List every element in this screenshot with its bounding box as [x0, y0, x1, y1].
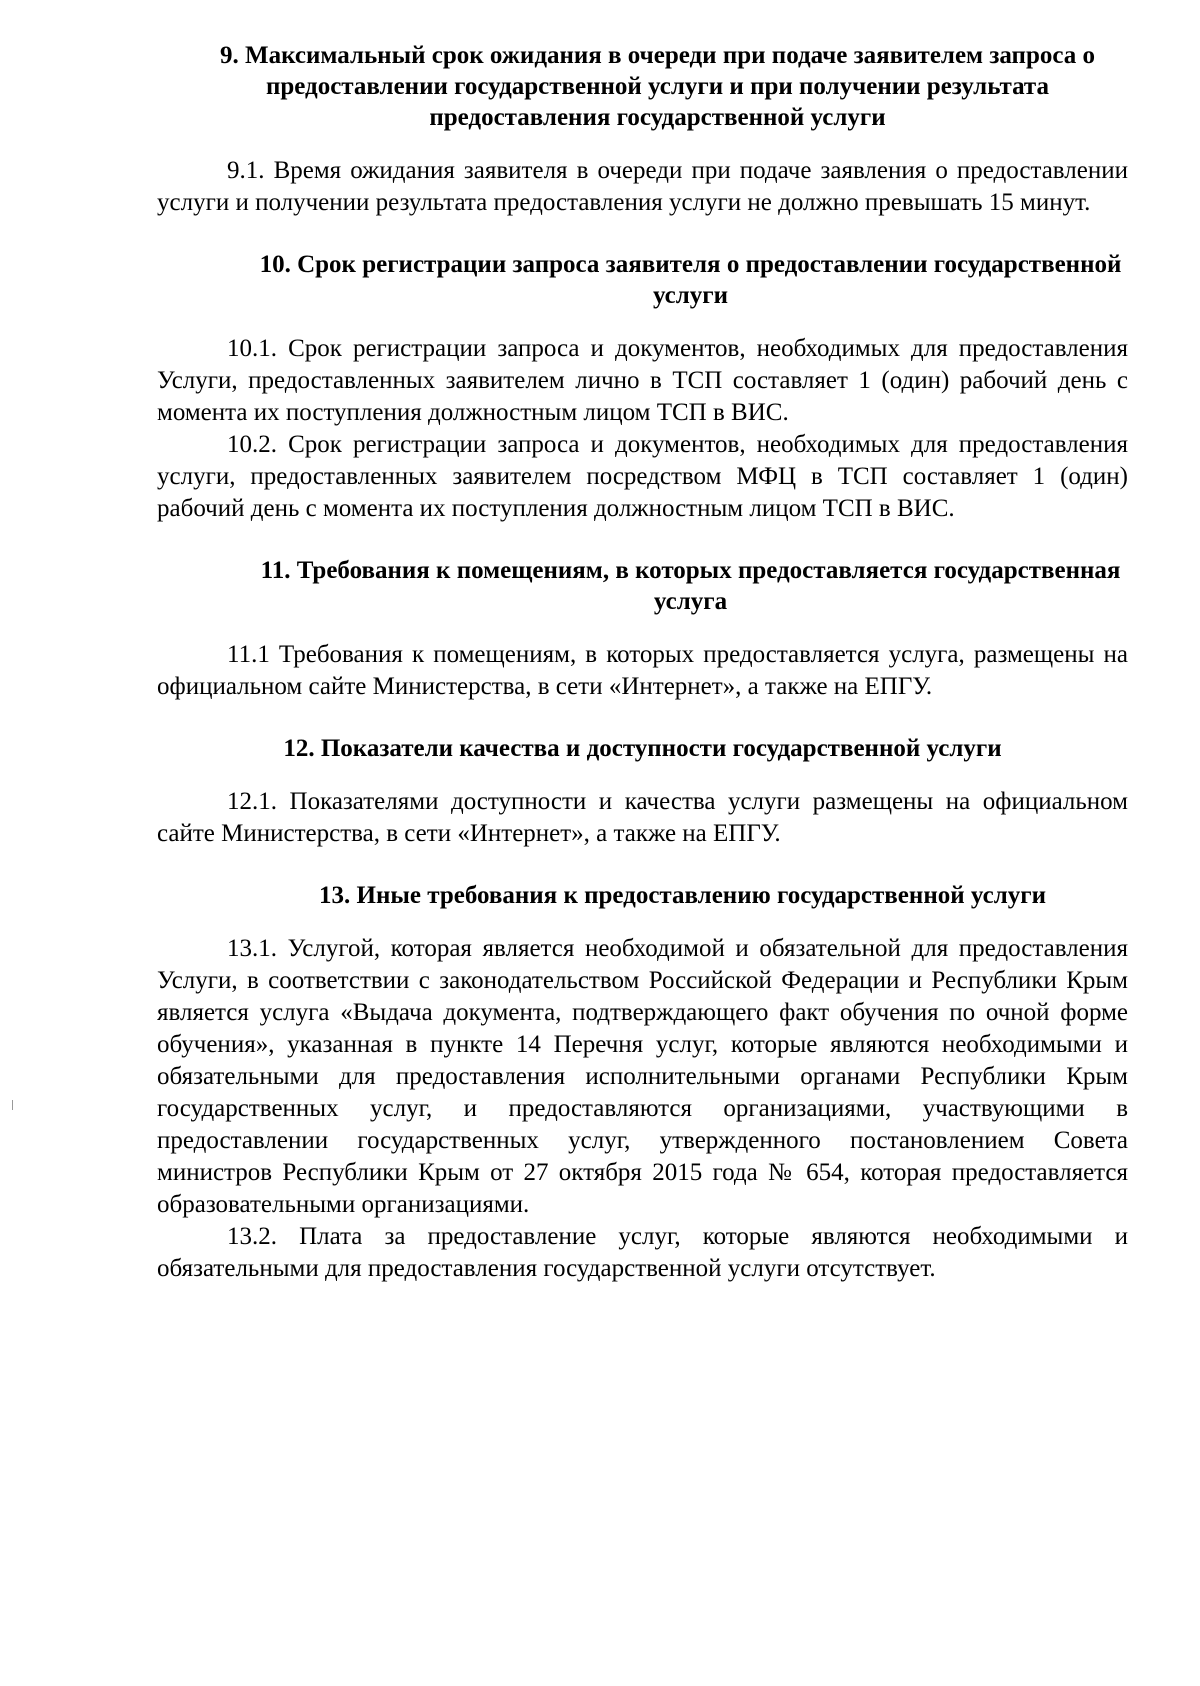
section-12 [157, 733, 1128, 850]
paragraph: 13.2. Плата за предоставление услуг, которые являются необходимыми и обязательными для предоставления государственной услуги отсутствует. [157, 1223, 1128, 1282]
section-9 [157, 40, 1128, 219]
section-heading: 10. Срок регистрации запроса заявителя о предоставлении государственной услуги [259, 251, 1122, 309]
section-heading: 9. Максимальный срок ожидания в очереди при подаче заявителем запроса о предоставлении государственной услуги и при получении результата предоставления государственной услуги [219, 42, 1095, 131]
paragraph: 10.1. Срок регистрации запроса и документов, необходимых для предоставления Услуги, предоставленных заявителем лично в ТСП составляет 1 (один) рабочий день с момента их поступления должностным лицом ТСП в ВИС. [157, 335, 1128, 426]
section-heading: 11. Требования к помещениям, в которых предоставляется государственная услуга [260, 557, 1121, 615]
section-10 [157, 249, 1128, 525]
section-11 [157, 555, 1128, 703]
document-body [157, 40, 1128, 1285]
scan-margin-mark [12, 1100, 13, 1110]
paragraph: 12.1. Показателями доступности и качества услуги размещены на официальном сайте Министерства, в сети «Интернет», а также на ЕПГУ. [157, 788, 1128, 847]
paragraph: 11.1 Требования к помещениям, в которых предоставляется услуга, размещены на официальном сайте Министерства, в сети «Интернет», а также на ЕПГУ. [157, 641, 1128, 700]
section-heading: 13. Иные требования к предоставлению государственной услуги [319, 882, 1046, 909]
section-13 [157, 880, 1128, 1285]
section-heading: 12. Показатели качества и доступности государственной услуги [283, 735, 1002, 762]
paragraph: 9.1. Время ожидания заявителя в очереди при подаче заявления о предоставлении услуги и получении результата предоставления услуги не должно превышать 15 минут. [157, 157, 1128, 216]
paragraph: 13.1. Услугой, которая является необходимой и обязательной для предоставления Услуги, в соответствии с законодательством Российской Федерации и Республики Крым является услуга «Выдача документа, подтверждающего факт обучения по очной форме обучения», указанная в пункте 14 Перечня услуг, которые являются необходимыми и обязательными для предоставления исполнительными органами Республики Крым государственных услуг, и предоставляются организациями, участвующими в предоставлении государственных услуг, утвержденного постановлением Совета министров Республики Крым от 27 октября 2015 года № 654, которая предоставляется образовательными организациями. [157, 935, 1128, 1218]
paragraph: 10.2. Срок регистрации запроса и документов, необходимых для предоставления услуги, предоставленных заявителем посредством МФЦ в ТСП составляет 1 (один) рабочий день с момента их поступления должностным лицом ТСП в ВИС. [157, 431, 1128, 522]
